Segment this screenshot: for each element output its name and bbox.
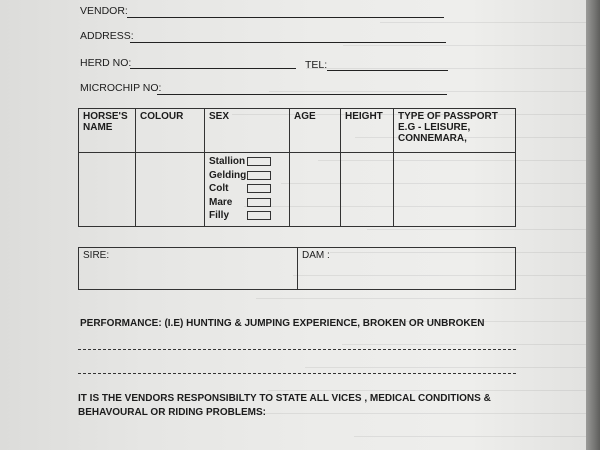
disclosure-line-1: IT IS THE VENDORS RESPONSIBILTY TO STATE ALL VICES , MEDICAL CONDITIONS &	[78, 393, 491, 404]
cell-height[interactable]	[341, 153, 394, 227]
horse-details-table	[78, 108, 516, 227]
sire-label: SIRE:	[83, 250, 110, 261]
microchip-label: MICROCHIP NO:	[80, 82, 162, 94]
tel-line	[327, 70, 448, 71]
sire-cell[interactable]	[79, 248, 298, 290]
herd-label: HERD NO:	[80, 57, 132, 69]
sex-option-gelding[interactable]: Gelding	[209, 169, 285, 183]
sex-option-stallion[interactable]: Stallion	[209, 155, 285, 169]
herd-line	[130, 68, 296, 69]
header-height: HEIGHT	[341, 109, 394, 153]
dam-cell[interactable]	[298, 248, 516, 290]
sex-option-mare[interactable]: Mare	[209, 196, 285, 210]
performance-label: PERFORMANCE: (I.E) HUNTING & JUMPING EXPERIENCE, BROKEN OR UNBROKEN	[80, 318, 485, 329]
disclosure-line-2: BEHAVOURAL OR RIDING PROBLEMS:	[78, 407, 266, 418]
bleed-line	[354, 414, 586, 437]
bleed-line	[269, 69, 586, 92]
microchip-line	[157, 94, 447, 95]
bleed-line	[268, 368, 586, 391]
address-line	[130, 42, 446, 43]
address-label: ADDRESS:	[80, 30, 134, 42]
sex-option-colt[interactable]: Colt	[209, 182, 285, 196]
bleed-line	[317, 437, 586, 450]
background-edge	[586, 0, 600, 450]
stallion-checkbox[interactable]	[247, 157, 271, 166]
tel-label: TEL:	[305, 59, 328, 71]
gelding-checkbox[interactable]	[247, 171, 271, 180]
performance-line-1[interactable]	[78, 349, 516, 350]
cell-horse-name[interactable]	[79, 153, 136, 227]
vendor-label: VENDOR:	[80, 5, 128, 17]
bleed-line	[380, 0, 586, 23]
cell-passport-type[interactable]	[394, 153, 516, 227]
header-horse-name: HORSE'S NAME	[79, 109, 136, 153]
parents-table	[78, 247, 516, 290]
dam-label: DAM :	[302, 250, 330, 261]
vendor-line	[127, 17, 444, 18]
header-colour: COLOUR	[136, 109, 205, 153]
colt-checkbox[interactable]	[247, 184, 271, 193]
cell-age[interactable]	[290, 153, 341, 227]
mare-checkbox[interactable]	[247, 198, 271, 207]
performance-line-2[interactable]	[78, 373, 516, 374]
bleed-line	[306, 46, 586, 69]
cell-sex	[205, 153, 290, 227]
header-age: AGE	[290, 109, 341, 153]
header-passport-type: TYPE OF PASSPORT E.G - LEISURE, CONNEMARA,	[394, 109, 516, 153]
header-sex: SEX	[205, 109, 290, 153]
cell-colour[interactable]	[136, 153, 205, 227]
sex-option-filly[interactable]: Filly	[209, 209, 285, 223]
filly-checkbox[interactable]	[247, 211, 271, 220]
